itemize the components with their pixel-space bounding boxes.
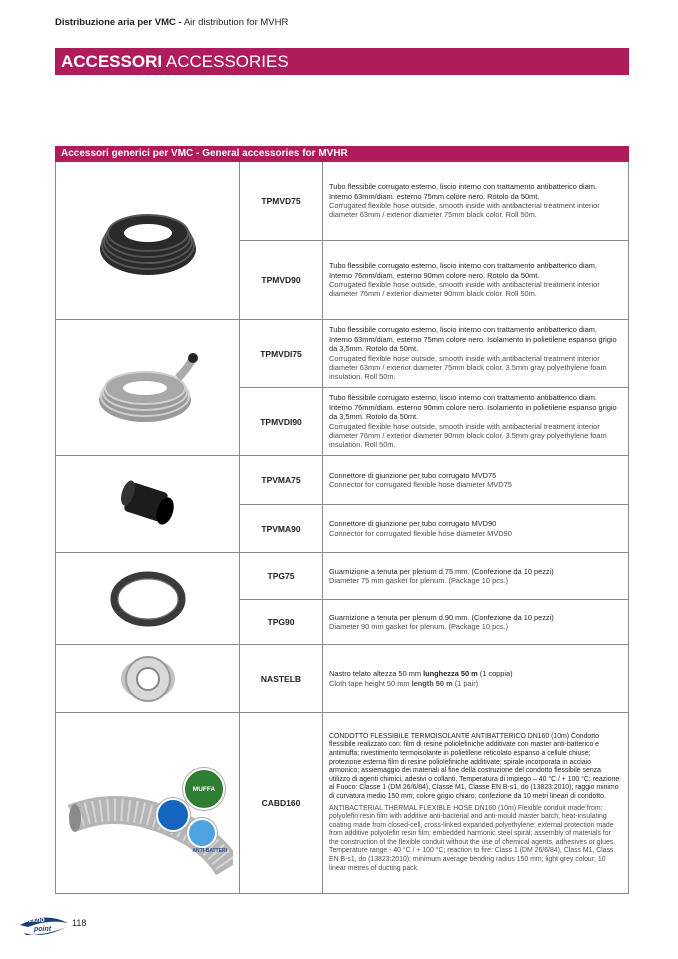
desc-en: Connector for corrugated flexible hose diameter MVD75 bbox=[329, 480, 512, 489]
black-hose-image bbox=[56, 162, 240, 319]
product-code: TPMVD75 bbox=[240, 162, 323, 240]
section-title-en: Air distribution for MVHR bbox=[183, 17, 289, 28]
product-group-insulated-hose bbox=[56, 320, 628, 456]
table-row bbox=[240, 713, 628, 893]
logo-text-top: tekno bbox=[26, 917, 45, 924]
table-title: Accessori generici per VMC - General accessories for MVHR bbox=[55, 146, 629, 162]
desc-it: Connettore di giunzione per tubo corrugato MVD75 bbox=[329, 470, 497, 480]
desc-it: Tubo flessibile corrugato esterno, liscio interno con trattamento antibatterico diam. Interno 76mm/diam. esterno 90mm colore nero. Isolamento in polietilene espanso grigio da 3,5mm. Rotolo da 50mt. bbox=[329, 393, 617, 422]
desc-en: Connector for corrugated flexible hose diameter MVD90 bbox=[329, 528, 512, 538]
desc-en: Corrugated flexible hose outside, smooth inside with antibacterial treatment interior diameter 63mm / exterior diameter 75mm black color. 3.5mm gray polyethylene foam insulation. Roll 50m. bbox=[329, 353, 607, 382]
desc-it-part: Nastro telato altezza 50 mm bbox=[329, 669, 424, 679]
table-row bbox=[240, 553, 628, 600]
table-row bbox=[240, 600, 628, 644]
gray-hose-coil-icon bbox=[93, 348, 203, 428]
product-group-hose bbox=[56, 162, 628, 320]
gasket-image bbox=[56, 553, 240, 644]
table-row bbox=[240, 320, 628, 388]
desc-en: Corrugated flexible hose outside, smooth inside with antibacterial treatment interior diameter 76mm / exterior diameter 90mm black color. 3.5mm gray polyethylene foam insulation. Roll 50m. bbox=[329, 421, 607, 450]
section-banner bbox=[55, 48, 629, 75]
product-group-tape bbox=[56, 645, 628, 713]
tape-roll-icon bbox=[113, 651, 183, 707]
desc-it-part: (1 coppia) bbox=[477, 669, 513, 679]
table-row bbox=[240, 456, 628, 505]
table-row bbox=[240, 645, 628, 712]
desc-en-bold: length 50 m bbox=[411, 678, 453, 688]
flex-duct-image bbox=[56, 713, 240, 893]
desc-it: Tubo flessibile corrugato esterno, liscio interno con trattamento antibatterico diam. Interno 63mm/diam. esterno 75mm colore nero. Isolamento in polietilene espanso grigio da 3,5mm. Rotolo da 50mt. bbox=[329, 325, 617, 354]
desc-en-part: Cloth tape height 50 mm bbox=[329, 678, 412, 688]
logo-text-bottom: point bbox=[34, 926, 52, 933]
table-row bbox=[240, 162, 628, 241]
accessories-table bbox=[55, 146, 629, 894]
connector-image bbox=[56, 456, 240, 552]
product-code: TPVMA90 bbox=[240, 505, 323, 552]
desc-it: Tubo flessibile corrugato esterno, liscio interno con trattamento antibatterico diam. Interno 76mm/diam. esterno 90mm colore nero. Rotolo da 50mt. bbox=[329, 261, 597, 280]
antibacterial-badge-icon bbox=[187, 818, 217, 848]
table-row bbox=[240, 241, 628, 319]
desc-it: CONDOTTO FLESSIBILE TERMOISOLANTE ANTIBATTERICO DN160 (10m) Condotto flessibile realizzato con: film di resine poliolefiniche additivate con master anti-batterico e antimuffa; rivestimento termoisolante in polietilene reticolato espanso a cellule chiuse; protezione esterna film di resine poliolefiniche additivate; spirale incorporata in acciaio armonico; assiemaggio dei materiali al fine della costruzione del condotto flessibile senza utilizzo di agenti chimici, adesivi o collanti. Temperatura di impiego – 40 °C / + 100 °C; reazione al Fuoco: Classe 1 (DM 26/6/84), Classe M1, Classe EN B-s1, do (13823:2010); raggio minimo di curvatura medio 150 mm; colore grigio chiaro; confezione da 10 metri lineari di condotto. bbox=[329, 732, 620, 800]
running-head bbox=[55, 17, 288, 28]
product-code: TPMVDI90 bbox=[240, 388, 323, 455]
section-title-it: Distribuzione aria per VMC - bbox=[55, 17, 182, 28]
desc-en: Diameter 90 mm gasket for plenum. (Package 10 pcs.) bbox=[329, 622, 509, 631]
product-group-gasket bbox=[56, 553, 628, 645]
insulated-hose-image bbox=[56, 320, 240, 455]
desc-it-bold: lunghezza 50 m bbox=[423, 669, 478, 679]
tape-image bbox=[56, 645, 240, 712]
muffa-badge: MUFFA bbox=[183, 768, 225, 810]
product-code: NASTELB bbox=[240, 645, 323, 712]
desc-en-part: (1 pair) bbox=[452, 678, 479, 688]
desc-en bbox=[329, 679, 622, 688]
product-code: TPG90 bbox=[240, 600, 323, 644]
black-hose-coil-icon bbox=[93, 201, 203, 281]
desc-it: Connettore di giunzione per tubo corrugato MVD90 bbox=[329, 519, 497, 529]
desc-en: ANTIBACTERIAL THERMAL FLEXIBLE HOSE DN160 (10m) Flexible conduit made from: polyolefin resin film with additive anti-bacterial and anti-mould master batch; heat-insulating coating made from closed-cell, cross-linked expanded polyethylene; external protection made from additive polyolefin resin film; embedded harmonic steel spiral; assembly of materials for the construction of the flexible conduit without the use of chemical agents, adhesives or glues. Temperature range - 40 °C / + 100 °C; reaction to fire: Class 1 (DM 26/6/84), Class M1, Class EN B-s1, do (13823:2010); minimum average bending radius 150 mm; light grey colour; 10 linear metres of ducting pack. bbox=[329, 804, 616, 872]
page-number: 118 bbox=[72, 918, 87, 928]
product-code: TPMVDI75 bbox=[240, 320, 323, 387]
product-code: TPMVD90 bbox=[240, 241, 323, 319]
desc-en: Diameter 75 mm gasket for plenum. (Package 10 pcs.) bbox=[329, 576, 509, 585]
product-group-connector bbox=[56, 456, 628, 553]
product-code: TPVMA75 bbox=[240, 456, 323, 504]
antibacterial-label: ANTI-BATTERI bbox=[192, 848, 227, 854]
table-row bbox=[240, 505, 628, 552]
desc-it: Tubo flessibile corrugato esterno, liscio interno con trattamento antibatterico diam. Interno 63mm/diam. esterno 75mm colore nero. Rotolo da 50mt. bbox=[329, 182, 597, 201]
product-group-flex-duct bbox=[56, 713, 628, 894]
desc-it: Guarnizione a tenuta per plenum d.90 mm. (Confezione da 10 pezzi) bbox=[329, 612, 554, 622]
teknopoint-logo bbox=[18, 913, 70, 942]
desc-it bbox=[329, 669, 622, 678]
table-row bbox=[240, 388, 628, 455]
gasket-ring-icon bbox=[108, 569, 188, 629]
connector-sleeve-icon bbox=[113, 479, 183, 529]
desc-en: Corrugated flexible hose outside, smooth inside with antibacterial treatment interior diameter 76mm / exterior diameter 90mm black color. Roll 50m. bbox=[329, 280, 600, 299]
desc-en: Corrugated flexible hose outside, smooth inside with antibacterial treatment interior diameter 63mm / exterior diameter 75mm black color. Roll 50m. bbox=[329, 201, 600, 220]
shield-badge-icon bbox=[156, 798, 190, 832]
product-code: TPG75 bbox=[240, 553, 323, 599]
banner-title-en: ACCESSORIES bbox=[165, 52, 289, 71]
product-code: CABD160 bbox=[240, 713, 323, 893]
banner-title-it: ACCESSORI bbox=[61, 52, 163, 71]
desc-it: Guarnizione a tenuta per plenum d.75 mm. (Confezione da 10 pezzi) bbox=[329, 566, 554, 576]
